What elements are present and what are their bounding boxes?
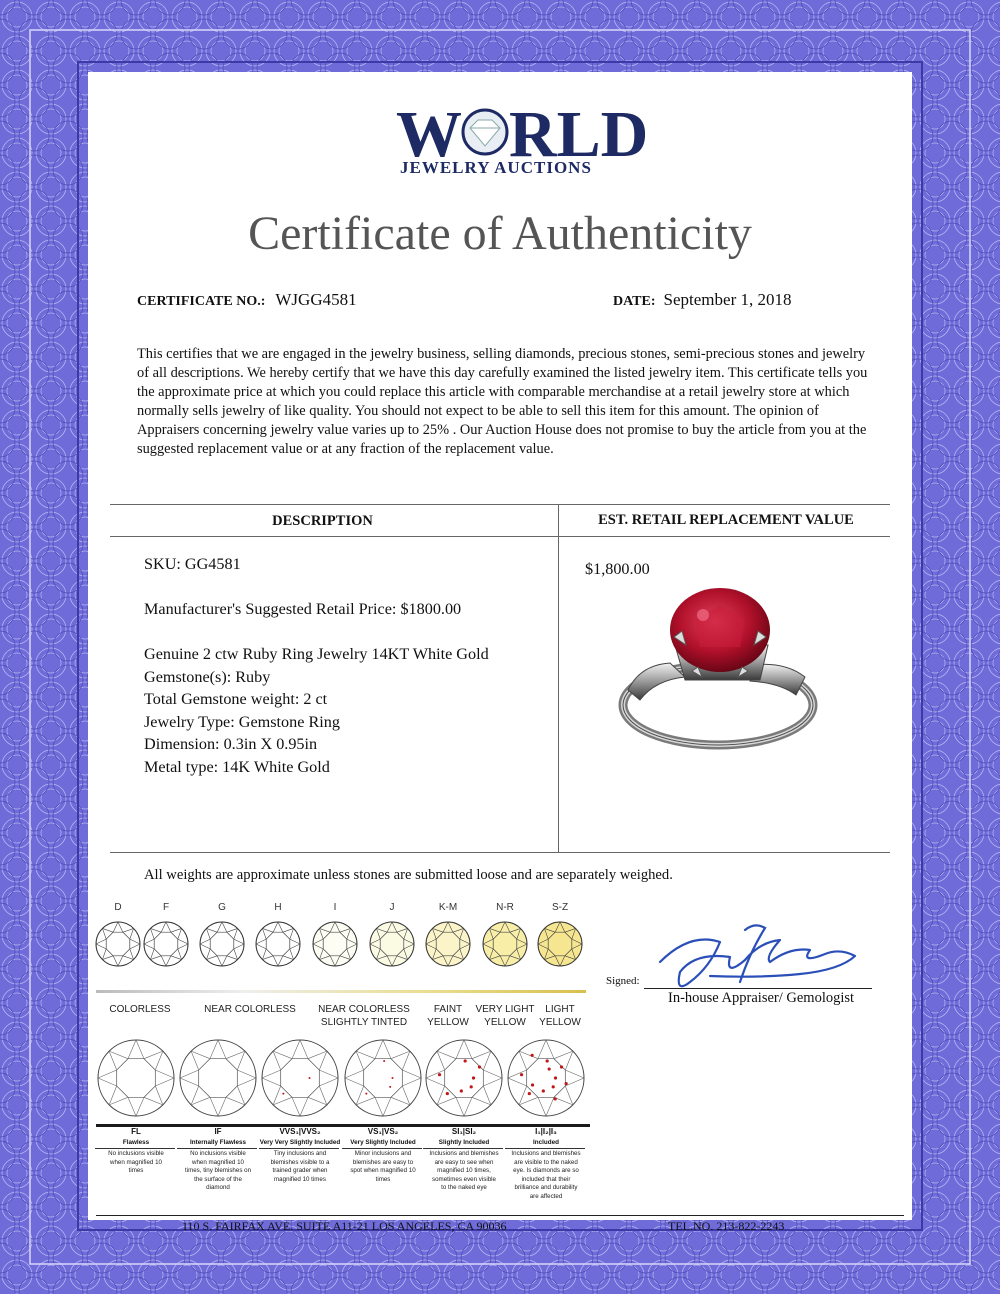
clarity-grade-diamond <box>180 1040 256 1116</box>
clarity-grade-diamond <box>98 1040 174 1116</box>
detail-line: Metal type: 14K White Gold <box>144 757 330 776</box>
certificate-number-label: CERTIFICATE NO.: <box>137 294 266 309</box>
detail-line: Dimension: 0.3in X 0.95in <box>144 735 318 754</box>
table-bottom-rule <box>110 852 890 853</box>
appraiser-role: In-house Appraiser/ Gemologist <box>668 990 855 1006</box>
certificate-number-row <box>137 290 357 310</box>
detail-line: Jewelry Type: Gemstone Ring <box>144 712 340 731</box>
color-grade-letter: K-M <box>438 902 458 913</box>
clarity-grade-name: Flawless <box>122 1139 150 1146</box>
clarity-grade: SI₁|SI₂ <box>451 1127 477 1136</box>
clarity-grade-description: No inclusions visible when magnified 10 times, tiny blemishes on the surface of the diamond <box>184 1150 252 1192</box>
color-category-label: FAINT YELLOW <box>427 1004 469 1028</box>
clarity-grade-rule <box>423 1148 503 1149</box>
clarity-grade-name: Included <box>533 1139 559 1146</box>
color-grade-diamond <box>144 922 188 966</box>
footer-telephone: TEL.NO. 213-822-2243 <box>668 1219 785 1233</box>
table-column-divider <box>558 504 559 853</box>
clarity-grade: IF <box>214 1127 222 1136</box>
color-grade-letter: J <box>389 902 395 913</box>
color-category-label: NEAR COLORLESS SLIGHTLY TINTED <box>318 1004 410 1028</box>
footer-address: 110 S. FAIRFAX AVE. SUITE A11-21 LOS ANGELES, CA 90036 <box>182 1219 507 1233</box>
detail-line: Total Gemstone weight: 2 ct <box>144 690 328 709</box>
clarity-grade-rule <box>95 1148 175 1149</box>
description-header: DESCRIPTION <box>272 513 373 529</box>
clarity-grade-diamond <box>508 1040 584 1116</box>
ruby-ring-image <box>600 585 840 760</box>
weights-note: All weights are approximate unless stones are submitted loose and are separately weighed. <box>144 867 673 883</box>
clarity-grade-diamonds <box>96 1034 596 1124</box>
signature-line <box>644 988 872 989</box>
color-grade-letter: N-R <box>496 902 514 913</box>
certificate-number-value: WJGG4581 <box>275 290 357 309</box>
color-grade-diamond <box>96 922 140 966</box>
color-scale-bar <box>96 990 586 993</box>
clarity-grade-name: Internally Flawless <box>190 1139 246 1146</box>
color-grade-letter: D <box>114 902 122 913</box>
clarity-grade-diamond <box>345 1040 421 1116</box>
footer-rule <box>96 1215 904 1216</box>
color-category-label: NEAR COLORLESS <box>204 1004 296 1015</box>
clarity-grade-description: Minor inclusions and blemishes are easy to spot when magnified 10 times <box>350 1150 416 1183</box>
color-grade-diamond <box>370 922 414 966</box>
detail-line: Genuine 2 ctw Ruby Ring Jewelry 14KT White Gold <box>144 645 489 663</box>
logo-subtitle: JEWELRY AUCTIONS <box>400 158 592 177</box>
color-grade-diamond <box>200 922 244 966</box>
clarity-grade: FL <box>131 1127 141 1136</box>
color-grade-letter: G <box>218 902 226 913</box>
value-header: EST. RETAIL REPLACEMENT VALUE <box>598 512 854 528</box>
date-label: DATE: <box>613 294 656 309</box>
svg-text:RLD: RLD <box>509 98 649 171</box>
clarity-grade: I₁|I₂|I₃ <box>535 1127 557 1136</box>
date-row <box>613 290 791 310</box>
clarity-grade: VS₁|VS₂ <box>367 1127 399 1136</box>
color-grade-diamond <box>483 922 527 966</box>
color-category-label: COLORLESS <box>109 1004 171 1015</box>
clarity-grade-rule <box>259 1148 339 1149</box>
clarity-grade-diamond <box>262 1040 338 1116</box>
color-category-label: LIGHT YELLOW <box>539 1004 581 1028</box>
svg-text:W: W <box>396 98 462 171</box>
clarity-grade-rule <box>342 1148 422 1149</box>
color-grade-letter: S-Z <box>551 902 569 913</box>
item-details <box>144 643 489 779</box>
clarity-grade-name: Very Very Slightly Included <box>259 1139 341 1146</box>
color-grade-diamond <box>256 922 300 966</box>
color-grade-diamond <box>313 922 357 966</box>
date-value: September 1, 2018 <box>663 290 792 309</box>
color-grade-letter: H <box>274 902 282 913</box>
certification-paragraph: This certifies that we are engaged in the jewelry business, selling diamonds, precious stones, semi-precious stones and jewelry of all descriptions. We hereby certify that we have this day carefully examined the listed jewelry item. This certificate tells you the approximate price at which you could replace this article with comparable merchandise at a retail jewelry store at which normally sells jewelry of like quality. You should not expect to be able to sell this item for this amount. The opinion of Appraisers concerning jewelry value varies up to 25% . Our Auction House does not promise to buy the article from you at the suggested replacement value or at any fraction of the replacement value. <box>137 346 868 457</box>
signed-label: Signed: <box>606 975 640 987</box>
clarity-grade-description: No inclusions visible when magnified 10 times <box>108 1150 164 1175</box>
clarity-grade-name: Slightly Included <box>438 1139 490 1146</box>
clarity-grade: VVS₁|VVS₂ <box>279 1127 321 1136</box>
table-header-rule <box>110 536 890 537</box>
msrp: Manufacturer's Suggested Retail Price: $1800.00 <box>144 600 462 618</box>
color-grade-diamond <box>538 922 582 966</box>
color-grade-diamond <box>426 922 470 966</box>
clarity-grade-description: Tiny inclusions and blemishes visible to a trained grader when magnified 10 times <box>270 1150 330 1183</box>
clarity-grade-description: Inclusions and blemishes are visible to the naked eye. Is diamonds are so included that their brilliance and durability are affected <box>511 1150 581 1200</box>
replacement-value: $1,800.00 <box>585 560 650 578</box>
detail-line: Gemstone(s): Ruby <box>144 667 271 686</box>
table-top-rule <box>110 504 890 505</box>
clarity-grade-description: Inclusions and blemishes are easy to see when magnified 10 times, sometimes even visible to the naked eye <box>429 1150 499 1192</box>
color-category-label: VERY LIGHT YELLOW <box>475 1004 535 1028</box>
clarity-grade-rule <box>177 1148 257 1149</box>
clarity-grade-rule <box>505 1148 585 1149</box>
color-grade-letter: I <box>333 902 337 913</box>
color-grade-diamonds <box>90 915 590 975</box>
clarity-grade-name: Very Slightly Included <box>350 1139 416 1146</box>
color-grade-letter: F <box>162 902 170 913</box>
clarity-grade-diamond <box>426 1040 502 1116</box>
sku: SKU: GG4581 <box>144 555 241 573</box>
certificate-title: Certificate of Authenticity <box>248 207 752 260</box>
